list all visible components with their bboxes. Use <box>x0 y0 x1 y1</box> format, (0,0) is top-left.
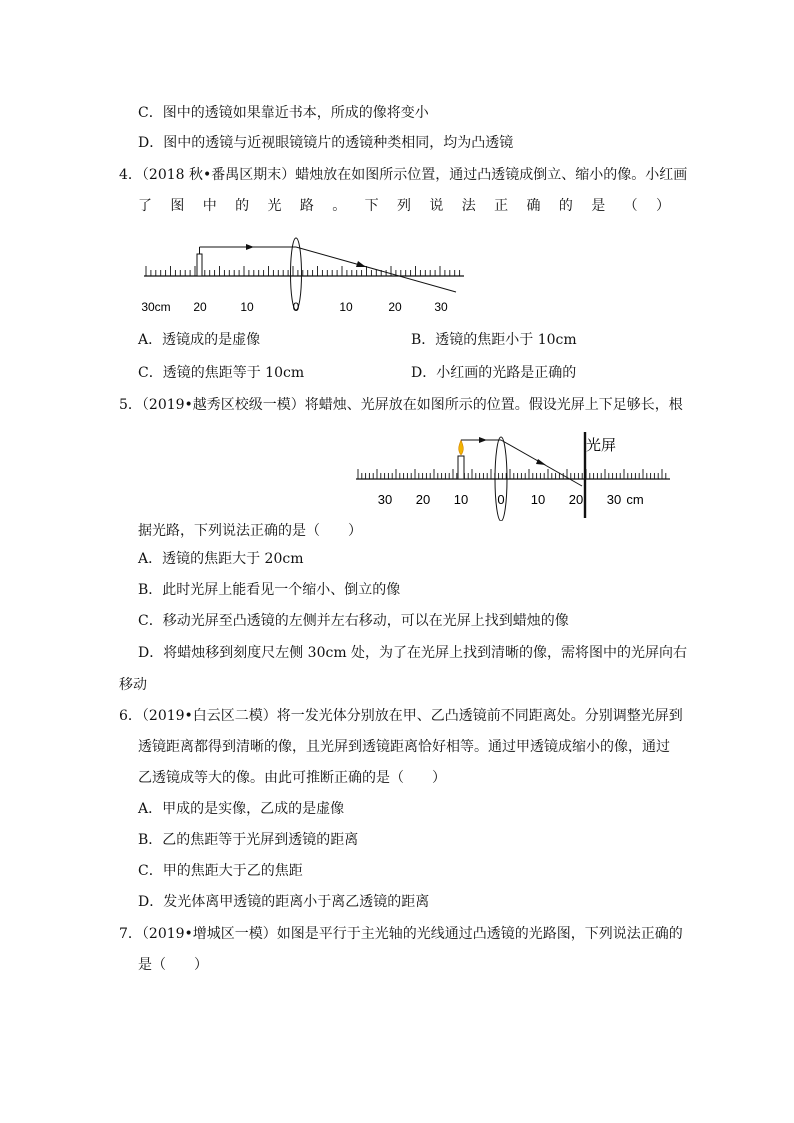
q4-stem-char: 的 <box>235 198 250 214</box>
q4-stem-char: 下 <box>364 198 379 214</box>
ruler-label: 10 <box>339 300 353 314</box>
q4-ray-arrow-1 <box>246 244 254 250</box>
q5-option-a: A．透镜的焦距大于 20cm <box>138 551 304 567</box>
q4-ray-arrow-2 <box>356 261 366 267</box>
q4-ray-refracted <box>296 247 456 292</box>
q4-stem-char: 法 <box>461 198 476 214</box>
q4-stem-char: 光 <box>267 198 282 214</box>
q6-option-d: D．发光体离甲透镜的距离小于离乙透镜的距离 <box>138 894 430 910</box>
q5-ray-arrow-2 <box>536 459 546 465</box>
q4-stem-char: 正 <box>494 198 509 214</box>
q5-option-b: B．此时光屏上能看见一个缩小、倒立的像 <box>138 582 401 598</box>
q4-stem-char: 说 <box>429 198 444 214</box>
q6-option-c: C．甲的焦距大于乙的焦距 <box>138 863 303 879</box>
q3-option-d: D．图中的透镜与近视眼镜镜片的透镜种类相同，均为凸透镜 <box>138 135 514 151</box>
ruler-label: 0 <box>292 300 300 314</box>
q7-stem-line2: 是（ ） <box>138 957 208 973</box>
ruler-label: 30 <box>606 492 622 507</box>
q4-stem-char: 了 <box>138 198 152 214</box>
q4-stem-line2 <box>138 196 670 216</box>
q5-candle <box>458 456 464 479</box>
q4-stem-char: 。 <box>332 198 347 214</box>
q5-ray-arrow-1 <box>479 437 487 443</box>
ruler-label: 10 <box>453 492 469 507</box>
q6-stem-line1: 6．（2019•白云区二模）将一发光体分别放在甲、乙凸透镜前不同距离处。分别调整光屏到 <box>119 708 683 724</box>
q5-option-d-continued: 移动 <box>119 677 147 693</box>
q4-stem-char: ） <box>656 198 670 214</box>
q5-stem-line2: 据光路，下列说法正确的是（ ） <box>138 523 362 539</box>
q5-ruler-ticks <box>358 469 666 479</box>
q4-figure <box>138 226 468 316</box>
q5-candle-flame <box>459 440 464 455</box>
ruler-label: 0 <box>497 492 505 507</box>
ruler-label: 30cm <box>141 300 171 314</box>
q4-stem-char: 列 <box>397 198 411 214</box>
q4-stem-char: 的 <box>558 198 573 214</box>
ruler-label: cm <box>626 492 644 507</box>
q4-stem-char: 中 <box>202 198 217 214</box>
q6-option-b: B．乙的焦距等于光屏到透镜的距离 <box>138 832 359 848</box>
q5-option-c: C．移动光屏至凸透镜的左侧并左右移动，可以在光屏上找到蜡烛的像 <box>138 613 569 629</box>
ruler-label: 10 <box>240 300 254 314</box>
q4-stem-char: 路 <box>299 198 314 214</box>
q4-stem-char: 图 <box>170 198 185 214</box>
q4-stem-line1: 4．（2018 秋•番禺区期末）蜡烛放在如图所示位置，通过凸透镜成倒立、缩小的像。小红画 <box>119 167 688 183</box>
q5-screen-label: 光屏 <box>586 437 617 454</box>
ruler-label: 20 <box>568 492 584 507</box>
ruler-label: 20 <box>388 300 402 314</box>
q4-option-c: C．透镜的焦距等于 10cm <box>138 365 305 381</box>
q4-stem-char: 确 <box>526 198 541 214</box>
q3-option-c: C．图中的透镜如果靠近书本，所成的像将变小 <box>138 105 429 121</box>
q4-option-d: D．小红画的光路是正确的 <box>411 365 577 381</box>
q6-option-a: A．甲成的是实像，乙成的是虚像 <box>138 801 345 817</box>
ruler-label: 20 <box>193 300 207 314</box>
q4-ruler-labels <box>141 300 448 314</box>
ruler-label: 20 <box>415 492 431 507</box>
q4-candle <box>197 254 202 276</box>
q5-option-d: D．将蜡烛移到刻度尺左侧 30cm 处，为了在光屏上找到清晰的像，需将图中的光屏向右 <box>138 645 688 661</box>
q5-stem-line1: 5．（2019•越秀区校级一模）将蜡烛、光屏放在如图所示的位置。假设光屏上下足够长，根 <box>119 397 683 413</box>
q4-ruler-ticks <box>146 266 460 276</box>
q4-option-b: B．透镜的焦距小于 10cm <box>411 332 577 348</box>
ruler-label: 30 <box>434 300 448 314</box>
q6-stem-line2: 透镜距离都得到清晰的像，且光屏到透镜距离恰好相等。通过甲透镜成缩小的像，通过 <box>138 739 670 755</box>
ruler-label: 10 <box>530 492 546 507</box>
q7-stem-line1: 7．（2019•增城区一模）如图是平行于主光轴的光线通过凸透镜的光路图，下列说法正确的 <box>119 926 683 942</box>
ruler-label: 30 <box>377 492 393 507</box>
q4-stem-char: （ <box>623 198 638 214</box>
q5-figure <box>352 426 677 521</box>
q6-stem-line3: 乙透镜成等大的像。由此可推断正确的是（ ） <box>138 770 446 786</box>
q5-ruler-labels <box>378 492 644 507</box>
q4-option-a: A．透镜成的是虚像 <box>138 332 261 348</box>
q4-stem-char: 是 <box>591 198 606 214</box>
